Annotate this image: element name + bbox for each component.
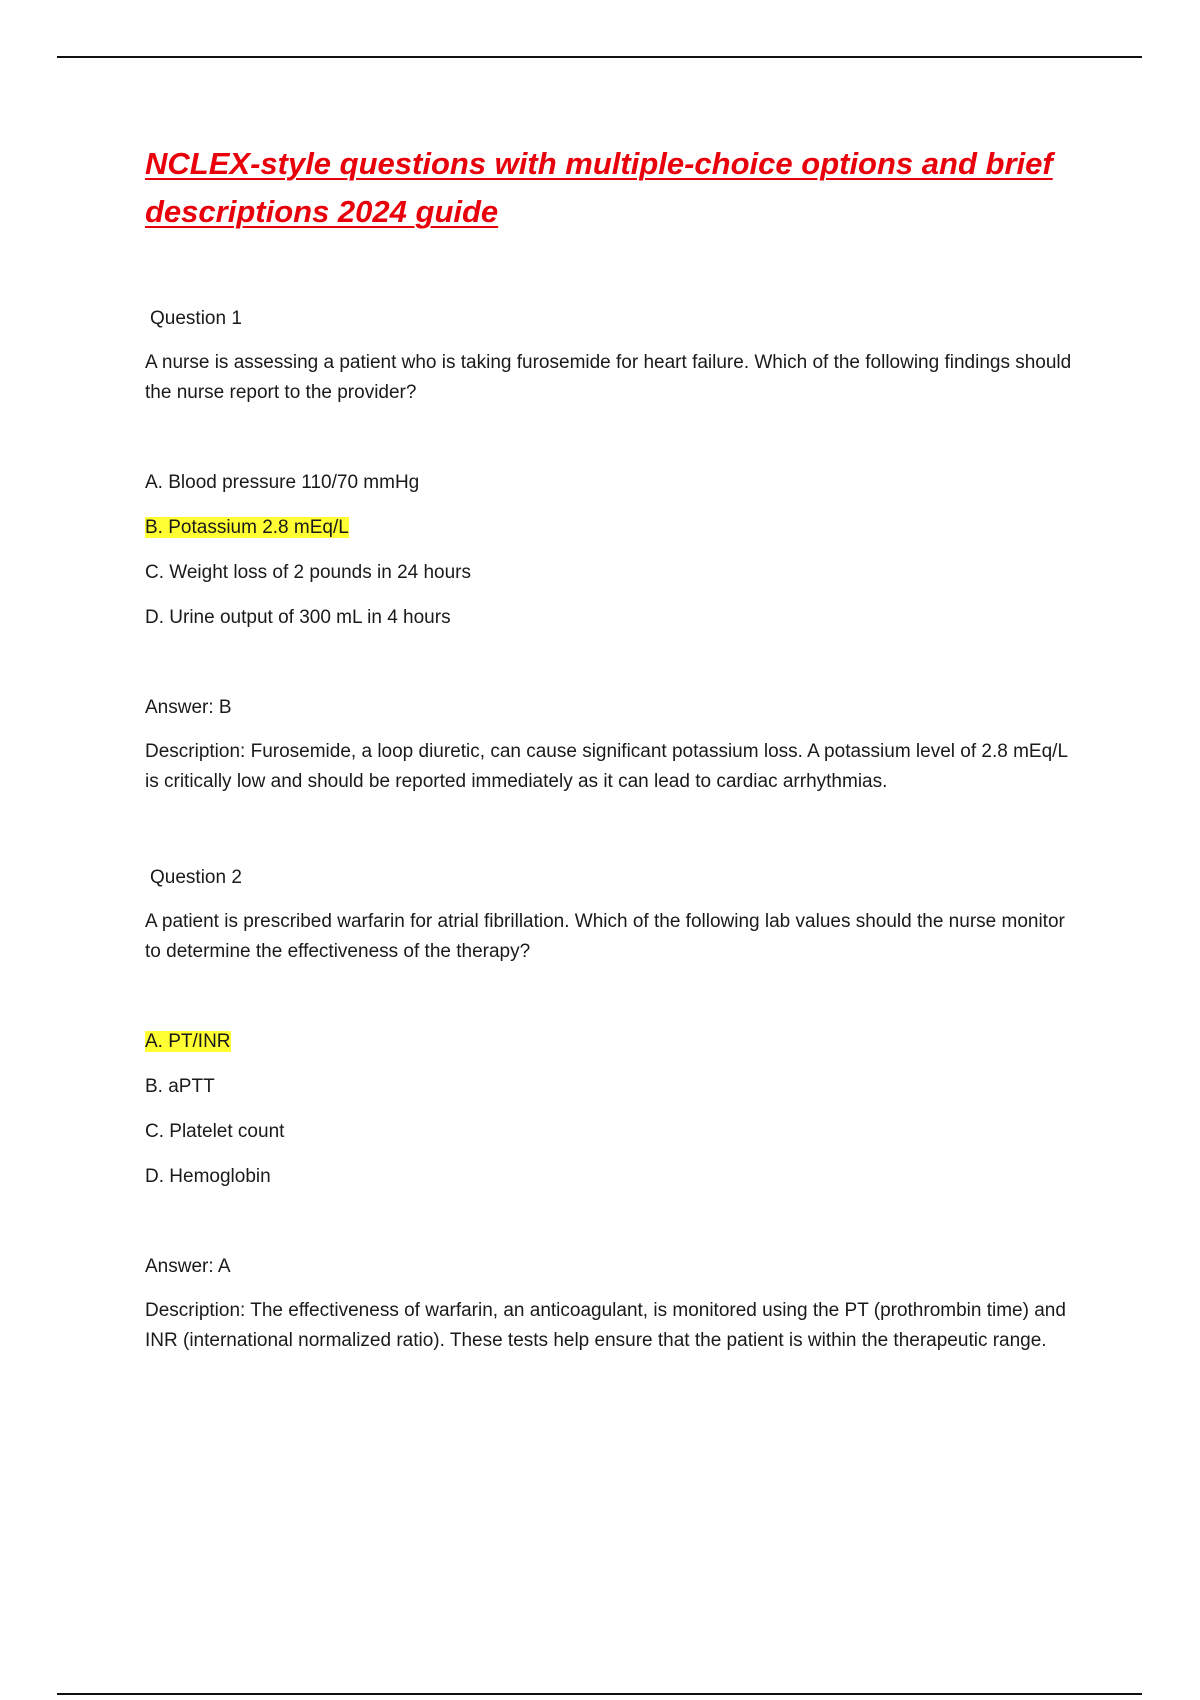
option-item — [145, 1117, 1085, 1147]
highlighted-option-text: A. PT/INR — [145, 1031, 231, 1052]
question-text: A patient is prescribed warfarin for atrial fibrillation. Which of the following lab values should the nurse monitor to determine the effectiveness of the therapy? — [145, 911, 1065, 962]
option-text: C. Platelet count — [145, 1121, 285, 1142]
description-text: Description: Furosemide, a loop diuretic, can cause significant potassium loss. A potassium level of 2.8 mEq/L is critically low and should be reported immediately as it can lead to cardiac arrhythmias. — [145, 741, 1068, 792]
option-text: D. Urine output of 300 mL in 4 hours — [145, 607, 451, 628]
option-text: C. Weight loss of 2 pounds in 24 hours — [145, 562, 472, 583]
description-text: Description: The effectiveness of warfarin, an anticoagulant, is monitored using the PT (prothrombin time) and INR (international normalized ratio). These tests help ensure that the patient is within the therapeutic range. — [145, 1300, 1066, 1351]
answer-text: Answer: A — [145, 1256, 231, 1277]
option-item — [145, 513, 1085, 543]
question-label: Question 1 — [150, 308, 242, 329]
options-list — [145, 468, 1085, 633]
options-list — [145, 1027, 1085, 1192]
question-label: Question 2 — [150, 867, 242, 888]
option-item — [145, 1027, 1085, 1057]
question-text: A nurse is assessing a patient who is taking furosemide for heart failure. Which of the following findings should the nurse report to the provider? — [145, 352, 1072, 403]
answer-text: Answer: B — [145, 697, 232, 718]
question-block — [145, 304, 1085, 797]
option-text: A. Blood pressure 110/70 mmHg — [145, 472, 420, 493]
top-rule — [57, 56, 1142, 58]
document-body — [145, 140, 1085, 1356]
option-item — [145, 1072, 1085, 1102]
option-item — [145, 558, 1085, 588]
highlighted-option-text: B. Potassium 2.8 mEq/L — [145, 517, 349, 538]
document-title: NCLEX-style questions with multiple-choice options and brief descriptions 2024 guide — [145, 146, 1053, 229]
option-item — [145, 468, 1085, 498]
option-text: B. aPTT — [145, 1076, 215, 1097]
question-block — [145, 863, 1085, 1356]
option-item — [145, 603, 1085, 633]
bottom-rule — [57, 1693, 1142, 1695]
option-item — [145, 1162, 1085, 1192]
option-text: D. Hemoglobin — [145, 1166, 271, 1187]
